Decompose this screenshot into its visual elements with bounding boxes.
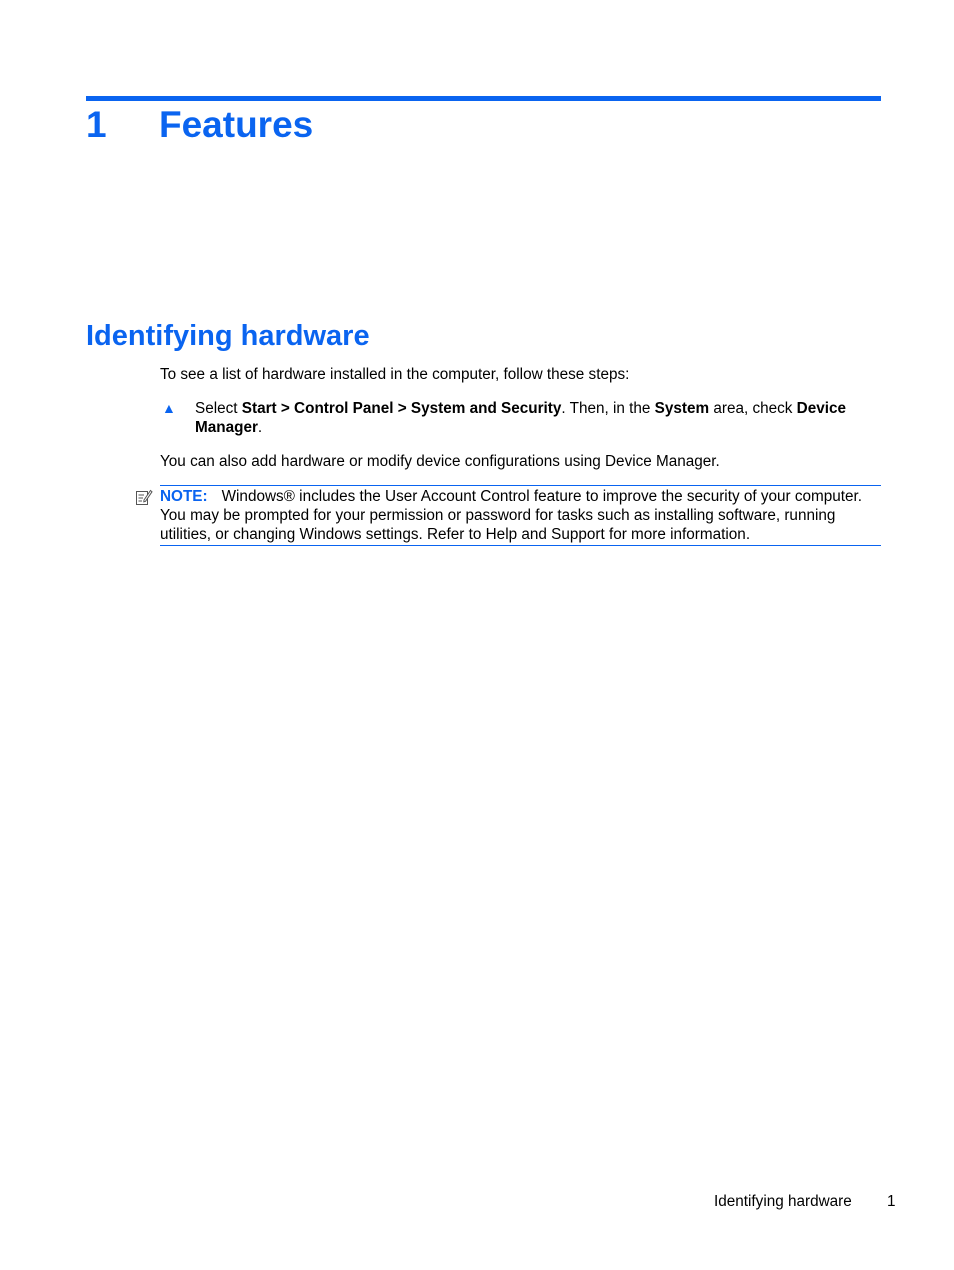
- triangle-up-icon: ▲: [162, 400, 176, 416]
- step-item: [160, 399, 882, 437]
- page-number: 1: [887, 1193, 896, 1210]
- chapter-number: 1: [86, 104, 107, 145]
- note-text: Windows® includes the User Account Control feature to improve the security of your computer. You may be prompted for your permission or password for tasks such as installing software, running utilities, or changing Windows settings. Refer to Help and Support for more information.: [160, 488, 863, 543]
- step-text: Select Start > Control Panel > System and Security. Then, in the System area, check Device Manager.: [195, 400, 846, 436]
- note-box: [160, 485, 881, 546]
- note-label: NOTE:: [160, 488, 208, 505]
- section-title: Identifying hardware: [86, 320, 370, 352]
- also-paragraph: You can also add hardware or modify device configurations using Device Manager.: [160, 453, 720, 470]
- footer-section-title: Identifying hardware: [714, 1193, 852, 1210]
- intro-paragraph: To see a list of hardware installed in the computer, follow these steps:: [160, 366, 630, 383]
- menu-path: Start > Control Panel > System and Security: [241, 400, 562, 417]
- device-manager-label: Device Manager: [195, 400, 846, 436]
- note-pencil-icon: [135, 488, 153, 506]
- system-label: System: [654, 400, 710, 417]
- chapter-title: [86, 101, 313, 149]
- chapter-title-text: Features: [159, 104, 314, 145]
